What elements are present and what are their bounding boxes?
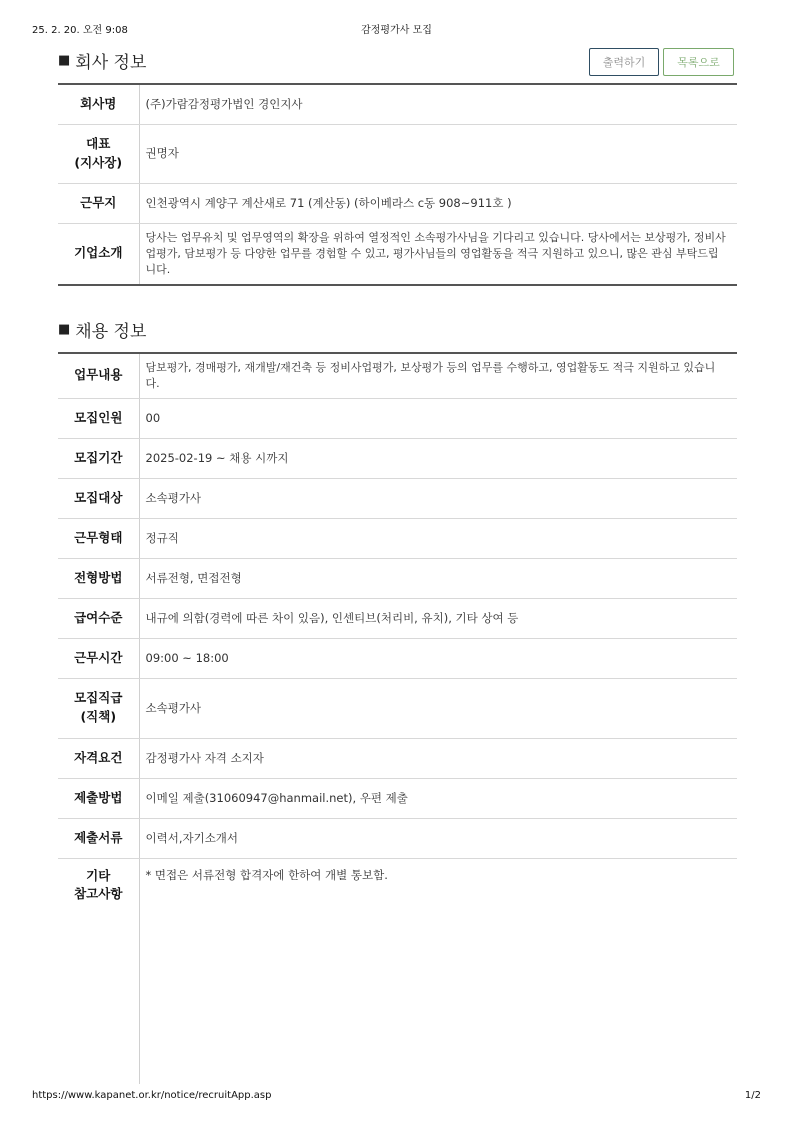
row-label: 근무시간: [58, 638, 139, 678]
print-button[interactable]: 출력하기: [589, 48, 659, 76]
row-label: 근무형태: [58, 518, 139, 558]
print-footer: [32, 1090, 761, 1104]
row-value: 정규직: [139, 518, 737, 558]
company-section-title-text: 회사 정보: [75, 53, 147, 73]
company-section-title: [58, 48, 146, 73]
row-label: 급여수준: [58, 598, 139, 638]
print-doc-title: 감정평가사 모집: [361, 25, 432, 36]
recruit-section-title: [58, 317, 146, 342]
row-label: 모집인원: [58, 398, 139, 438]
row-value: 이력서,자기소개서: [139, 818, 737, 858]
table-row: [58, 124, 737, 183]
row-value: 00: [139, 398, 737, 438]
row-value: 서류전형, 면접전형: [139, 558, 737, 598]
row-label: 모집직급 (직책): [58, 678, 139, 738]
row-label: 전형방법: [58, 558, 139, 598]
row-label: 근무지: [58, 183, 139, 223]
table-row: [58, 478, 737, 518]
row-label: 회사명: [58, 84, 139, 124]
row-value: 이메일 제출(31060947@hanmail.net), 우편 제출: [139, 778, 737, 818]
recruit-info-table: [58, 352, 737, 1084]
row-label: 모집기간: [58, 438, 139, 478]
row-value: 인천광역시 계양구 계산새로 71 (계산동) (하이베라스 c동 908~911호 ): [139, 183, 737, 223]
table-row: [58, 353, 737, 398]
row-label: 모집대상: [58, 478, 139, 518]
table-row: [58, 398, 737, 438]
row-value: 소속평가사: [139, 678, 737, 738]
page-number: 1/2: [744, 1090, 761, 1101]
row-value: 내규에 의함(경력에 따른 차이 있음), 인센티브(처리비, 유치), 기타 상여 등: [139, 598, 737, 638]
back-to-list-button[interactable]: 목록으로: [663, 48, 734, 76]
table-row: [58, 858, 737, 1084]
row-value: 2025-02-19 ~ 채용 시까지: [139, 438, 737, 478]
section-bullet: ■: [58, 53, 71, 68]
row-value: 당사는 업무유치 및 업무영역의 확장을 위하여 열정적인 소속평가사님을 기다리고 있습니다. 당사에서는 보상평가, 정비사업평가, 담보평가 등 다양한 업무를 경험할 수 있고, 평가사님들의 영업활동을 적극 지원하고 있으니, 많은 관심 부탁드립니다.: [145, 230, 726, 276]
print-header: [32, 21, 761, 35]
table-row: [58, 438, 737, 478]
table-row: [58, 818, 737, 858]
table-row: [58, 518, 737, 558]
table-row: [58, 738, 737, 778]
row-label: 기업소개: [58, 223, 139, 285]
row-value: * 면접은 서류전형 합격자에 한하여 개별 통보함.: [145, 867, 388, 882]
row-label: 대표 (지사장): [58, 124, 139, 183]
row-value: 권명자: [139, 124, 737, 183]
table-row: [58, 598, 737, 638]
row-label: 제출서류: [58, 818, 139, 858]
recruit-section-title-text: 채용 정보: [75, 322, 147, 342]
table-row: [58, 84, 737, 124]
print-date: 25. 2. 20. 오전 9:08: [32, 25, 128, 36]
table-row: [58, 638, 737, 678]
table-row: [58, 223, 737, 285]
row-label: 제출방법: [58, 778, 139, 818]
row-label: 업무내용: [58, 353, 139, 398]
table-row: [58, 778, 737, 818]
row-value: (주)가람감정평가법인 경인지사: [139, 84, 737, 124]
row-value: 09:00 ~ 18:00: [139, 638, 737, 678]
table-row: [58, 558, 737, 598]
row-value: 감정평가사 자격 소지자: [139, 738, 737, 778]
print-url: https://www.kapanet.or.kr/notice/recruitApp.asp: [32, 1090, 272, 1101]
row-label: 기타 참고사항: [58, 858, 139, 1084]
company-info-table: [58, 83, 737, 286]
table-row: [58, 183, 737, 223]
table-row: [58, 678, 737, 738]
action-buttons: [589, 48, 734, 76]
section-bullet: ■: [58, 322, 71, 337]
row-label: 자격요건: [58, 738, 139, 778]
row-value: 소속평가사: [139, 478, 737, 518]
row-value: 담보평가, 경매평가, 재개발/재건축 등 정비사업평가, 보상평가 등의 업무를 수행하고, 영업활동도 적극 지원하고 있습니다.: [139, 353, 737, 398]
